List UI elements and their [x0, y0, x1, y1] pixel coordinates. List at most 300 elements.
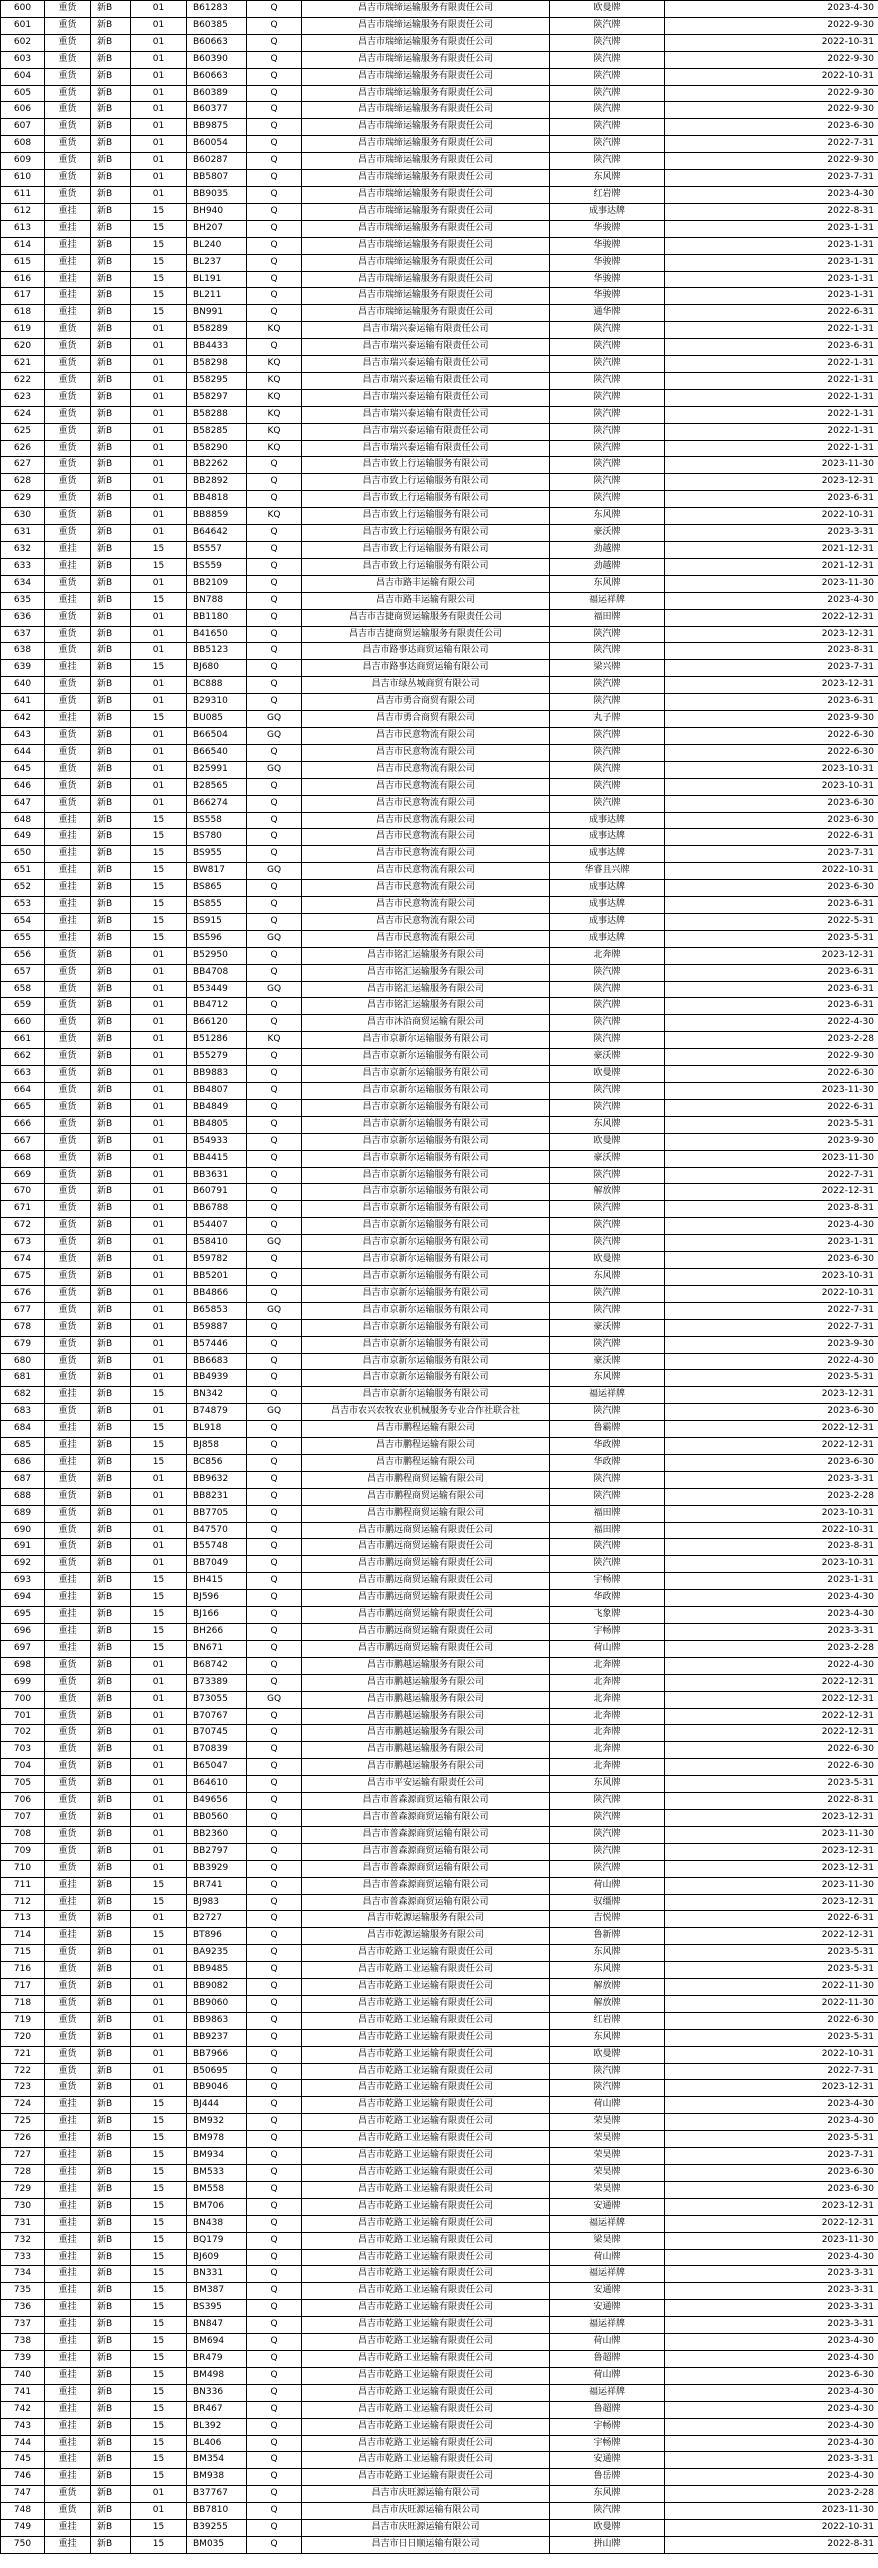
category-code-cell: 01 [131, 1759, 187, 1776]
class-code-cell: Q [247, 1099, 302, 1116]
vehicle-type-cell: 重挂 [45, 1590, 91, 1607]
vehicle-type-cell: 重货 [45, 322, 91, 339]
class-code-cell: Q [247, 2080, 302, 2097]
expiry-date-cell: 2022-7-31 [665, 1319, 878, 1336]
brand-cell: 解放牌 [550, 1979, 665, 1996]
expiry-date-cell: 2023-11-30 [665, 1150, 878, 1167]
row-number-cell: 601 [1, 17, 45, 34]
vehicle-type-cell: 重货 [45, 1032, 91, 1049]
company-name-cell: 昌吉市致上行运输服务有限公司 [302, 508, 550, 525]
brand-cell: 吉悦牌 [550, 1911, 665, 1928]
expiry-date-cell: 2022-8-31 [665, 2536, 878, 2553]
vehicle-type-cell: 重挂 [45, 237, 91, 254]
vehicle-type-cell: 重货 [45, 964, 91, 981]
row-number-cell: 641 [1, 694, 45, 711]
company-name-cell: 昌吉市瑞缔运输服务有限责任公司 [302, 102, 550, 119]
table-row [1, 964, 878, 981]
row-number-cell: 704 [1, 1759, 45, 1776]
class-code-cell: Q [247, 34, 302, 51]
region-code-cell: 新B [91, 1539, 131, 1556]
plate-number-cell: BB4805 [187, 1116, 247, 1133]
row-number-cell: 715 [1, 1945, 45, 1962]
vehicle-type-cell: 重挂 [45, 1928, 91, 1945]
class-code-cell: Q [247, 812, 302, 829]
table-row [1, 1607, 878, 1624]
company-name-cell: 昌吉市乾路工业运输有限责任公司 [302, 2198, 550, 2215]
table-row [1, 1201, 878, 1218]
expiry-date-cell: 2023-1-31 [665, 220, 878, 237]
table-row [1, 1454, 878, 1471]
company-name-cell: 昌吉市普森源商贸运输有限公司 [302, 1809, 550, 1826]
category-code-cell: 01 [131, 85, 187, 102]
plate-number-cell: BB3929 [187, 1860, 247, 1877]
company-name-cell: 昌吉市民意物流有限公司 [302, 812, 550, 829]
row-number-cell: 672 [1, 1218, 45, 1235]
category-code-cell: 01 [131, 2503, 187, 2520]
company-name-cell: 昌吉市庆旺源运输有限公司 [302, 2486, 550, 2503]
expiry-date-cell: 2022-4-30 [665, 1015, 878, 1032]
row-number-cell: 605 [1, 85, 45, 102]
category-code-cell: 01 [131, 1319, 187, 1336]
vehicle-type-cell: 重挂 [45, 254, 91, 271]
brand-cell: 欧曼牌 [550, 1133, 665, 1150]
category-code-cell: 15 [131, 2114, 187, 2131]
row-number-cell: 697 [1, 1640, 45, 1657]
vehicle-type-cell: 重货 [45, 1539, 91, 1556]
expiry-date-cell: 2023-7-31 [665, 2148, 878, 2165]
table-row [1, 1657, 878, 1674]
table-row [1, 2283, 878, 2300]
category-code-cell: 01 [131, 1268, 187, 1285]
company-name-cell: 昌吉市乾路工业运输有限责任公司 [302, 2029, 550, 2046]
brand-cell: 福运祥牌 [550, 2215, 665, 2232]
category-code-cell: 15 [131, 237, 187, 254]
vehicle-type-cell: 重挂 [45, 2367, 91, 2384]
region-code-cell: 新B [91, 1657, 131, 1674]
expiry-date-cell: 2022-7-31 [665, 2063, 878, 2080]
vehicle-type-cell: 重货 [45, 491, 91, 508]
brand-cell: 东风牌 [550, 1370, 665, 1387]
vehicle-type-cell: 重货 [45, 2012, 91, 2029]
plate-number-cell: BB6788 [187, 1201, 247, 1218]
table-row [1, 34, 878, 51]
row-number-cell: 654 [1, 913, 45, 930]
table-row [1, 2249, 878, 2266]
region-code-cell: 新B [91, 1573, 131, 1590]
class-code-cell: Q [247, 1454, 302, 1471]
region-code-cell: 新B [91, 474, 131, 491]
category-code-cell: 15 [131, 880, 187, 897]
category-code-cell: 15 [131, 812, 187, 829]
vehicle-type-cell: 重挂 [45, 2469, 91, 2486]
expiry-date-cell: 2022-10-31 [665, 68, 878, 85]
region-code-cell: 新B [91, 170, 131, 187]
plate-number-cell: BN788 [187, 592, 247, 609]
vehicle-type-cell: 重货 [45, 1319, 91, 1336]
plate-number-cell: BB4939 [187, 1370, 247, 1387]
expiry-date-cell: 2023-5-31 [665, 1776, 878, 1793]
table-row [1, 592, 878, 609]
company-name-cell: 昌吉市瑞缔运输服务有限责任公司 [302, 220, 550, 237]
table-row [1, 271, 878, 288]
plate-number-cell: BJ680 [187, 660, 247, 677]
plate-number-cell: BB4849 [187, 1099, 247, 1116]
vehicle-type-cell: 重货 [45, 1488, 91, 1505]
company-name-cell: 昌吉市民意物流有限公司 [302, 880, 550, 897]
table-row [1, 1116, 878, 1133]
expiry-date-cell: 2023-3-31 [665, 2266, 878, 2283]
plate-number-cell: BJ444 [187, 2097, 247, 2114]
plate-number-cell: BR741 [187, 1877, 247, 1894]
category-code-cell: 01 [131, 964, 187, 981]
region-code-cell: 新B [91, 491, 131, 508]
row-number-cell: 731 [1, 2215, 45, 2232]
row-number-cell: 705 [1, 1776, 45, 1793]
vehicle-type-cell: 重挂 [45, 2435, 91, 2452]
region-code-cell: 新B [91, 254, 131, 271]
class-code-cell: Q [247, 778, 302, 795]
expiry-date-cell: 2023-1-31 [665, 237, 878, 254]
region-code-cell: 新B [91, 1032, 131, 1049]
expiry-date-cell: 2023-2-28 [665, 1032, 878, 1049]
row-number-cell: 670 [1, 1184, 45, 1201]
table-row [1, 119, 878, 136]
row-number-cell: 612 [1, 203, 45, 220]
expiry-date-cell: 2023-1-31 [665, 288, 878, 305]
vehicle-type-cell: 重货 [45, 153, 91, 170]
expiry-date-cell: 2022-6-30 [665, 1742, 878, 1759]
plate-number-cell: BB4712 [187, 998, 247, 1015]
vehicle-type-cell: 重货 [45, 339, 91, 356]
class-code-cell: Q [247, 2232, 302, 2249]
brand-cell: 福田牌 [550, 1505, 665, 1522]
company-name-cell: 昌吉市乾路工业运输有限责任公司 [302, 2232, 550, 2249]
company-name-cell: 昌吉市京新尔运输服务有限公司 [302, 1032, 550, 1049]
table-row [1, 1556, 878, 1573]
company-name-cell: 昌吉市瑞兴泰运输有限责任公司 [302, 440, 550, 457]
expiry-date-cell: 2023-6-31 [665, 964, 878, 981]
class-code-cell: GQ [247, 761, 302, 778]
row-number-cell: 750 [1, 2536, 45, 2553]
company-name-cell: 昌吉市京新尔运输服务有限公司 [302, 1099, 550, 1116]
row-number-cell: 692 [1, 1556, 45, 1573]
table-row [1, 1421, 878, 1438]
table-row [1, 237, 878, 254]
class-code-cell: Q [247, 947, 302, 964]
class-code-cell: Q [247, 1, 302, 18]
class-code-cell: Q [247, 1201, 302, 1218]
region-code-cell: 新B [91, 1962, 131, 1979]
table-row [1, 1235, 878, 1252]
vehicle-type-cell: 重挂 [45, 2520, 91, 2537]
row-number-cell: 719 [1, 2012, 45, 2029]
company-name-cell: 昌吉市致上行运输服务有限公司 [302, 491, 550, 508]
region-code-cell: 新B [91, 947, 131, 964]
category-code-cell: 01 [131, 153, 187, 170]
brand-cell: 北奔牌 [550, 1691, 665, 1708]
class-code-cell: Q [247, 1471, 302, 1488]
company-name-cell: 昌吉市鹏越运输服务有限公司 [302, 1742, 550, 1759]
brand-cell: 北奔牌 [550, 1725, 665, 1742]
expiry-date-cell: 2023-4-30 [665, 1590, 878, 1607]
table-row [1, 2317, 878, 2334]
category-code-cell: 01 [131, 1742, 187, 1759]
plate-number-cell: BB9060 [187, 1995, 247, 2012]
vehicle-type-cell: 重挂 [45, 880, 91, 897]
class-code-cell: Q [247, 694, 302, 711]
vehicle-type-cell: 重挂 [45, 913, 91, 930]
vehicle-type-cell: 重货 [45, 1404, 91, 1421]
brand-cell: 陕汽牌 [550, 2063, 665, 2080]
vehicle-type-cell: 重货 [45, 1674, 91, 1691]
category-code-cell: 15 [131, 271, 187, 288]
table-row [1, 1150, 878, 1167]
expiry-date-cell: 2023-6-31 [665, 897, 878, 914]
vehicle-type-cell: 重挂 [45, 2384, 91, 2401]
row-number-cell: 747 [1, 2486, 45, 2503]
brand-cell: 红岩牌 [550, 2012, 665, 2029]
vehicle-type-cell: 重货 [45, 1826, 91, 1843]
company-name-cell: 昌吉市乾路工业运输有限责任公司 [302, 2317, 550, 2334]
category-code-cell: 01 [131, 102, 187, 119]
brand-cell: 东风牌 [550, 2486, 665, 2503]
expiry-date-cell: 2023-11-30 [665, 2503, 878, 2520]
row-number-cell: 620 [1, 339, 45, 356]
region-code-cell: 新B [91, 2165, 131, 2182]
category-code-cell: 15 [131, 305, 187, 322]
company-name-cell: 昌吉市乾路工业运输有限责任公司 [302, 2469, 550, 2486]
region-code-cell: 新B [91, 271, 131, 288]
region-code-cell: 新B [91, 778, 131, 795]
region-code-cell: 新B [91, 389, 131, 406]
region-code-cell: 新B [91, 1302, 131, 1319]
plate-number-cell: BB4866 [187, 1285, 247, 1302]
table-row [1, 1133, 878, 1150]
brand-cell: 华睿且兴牌 [550, 863, 665, 880]
table-row [1, 2486, 878, 2503]
row-number-cell: 690 [1, 1522, 45, 1539]
expiry-date-cell: 2023-5-31 [665, 930, 878, 947]
region-code-cell: 新B [91, 1404, 131, 1421]
category-code-cell: 15 [131, 203, 187, 220]
class-code-cell: Q [247, 1319, 302, 1336]
class-code-cell: Q [247, 2114, 302, 2131]
company-name-cell: 昌吉市京新尔运输服务有限公司 [302, 1302, 550, 1319]
table-row [1, 1438, 878, 1455]
vehicle-type-cell: 重货 [45, 761, 91, 778]
category-code-cell: 15 [131, 1928, 187, 1945]
region-code-cell: 新B [91, 981, 131, 998]
region-code-cell: 新B [91, 1083, 131, 1100]
table-row [1, 1809, 878, 1826]
company-name-cell: 昌吉市鹏越运输服务有限公司 [302, 1708, 550, 1725]
brand-cell: 安通牌 [550, 2452, 665, 2469]
class-code-cell: Q [247, 2317, 302, 2334]
brand-cell: 陕汽牌 [550, 626, 665, 643]
row-number-cell: 607 [1, 119, 45, 136]
brand-cell: 梁昊牌 [550, 2232, 665, 2249]
table-row [1, 1252, 878, 1269]
vehicle-type-cell: 重货 [45, 1979, 91, 1996]
expiry-date-cell: 2022-12-31 [665, 1725, 878, 1742]
region-code-cell: 新B [91, 508, 131, 525]
region-code-cell: 新B [91, 1150, 131, 1167]
vehicle-type-cell: 重货 [45, 2503, 91, 2520]
row-number-cell: 662 [1, 1049, 45, 1066]
vehicle-type-cell: 重挂 [45, 930, 91, 947]
class-code-cell: Q [247, 271, 302, 288]
brand-cell: 宇畅牌 [550, 2435, 665, 2452]
table-row [1, 795, 878, 812]
plate-number-cell: B73389 [187, 1674, 247, 1691]
region-code-cell: 新B [91, 1252, 131, 1269]
expiry-date-cell: 2023-5-31 [665, 2131, 878, 2148]
row-number-cell: 682 [1, 1387, 45, 1404]
class-code-cell: GQ [247, 1691, 302, 1708]
row-number-cell: 716 [1, 1962, 45, 1979]
expiry-date-cell: 2022-10-31 [665, 2520, 878, 2537]
expiry-date-cell: 2023-12-31 [665, 474, 878, 491]
company-name-cell: 昌吉市京新尔运输服务有限公司 [302, 1133, 550, 1150]
category-code-cell: 01 [131, 525, 187, 542]
category-code-cell: 15 [131, 2131, 187, 2148]
vehicle-type-cell: 重货 [45, 981, 91, 998]
class-code-cell: Q [247, 1640, 302, 1657]
class-code-cell: Q [247, 305, 302, 322]
brand-cell: 安通牌 [550, 2300, 665, 2317]
region-code-cell: 新B [91, 2012, 131, 2029]
company-name-cell: 昌吉市瑞缔运输服务有限责任公司 [302, 271, 550, 288]
row-number-cell: 650 [1, 846, 45, 863]
brand-cell: 陕汽牌 [550, 1404, 665, 1421]
brand-cell: 陕汽牌 [550, 389, 665, 406]
class-code-cell: Q [247, 1268, 302, 1285]
expiry-date-cell: 2023-7-31 [665, 660, 878, 677]
class-code-cell: Q [247, 491, 302, 508]
category-code-cell: 01 [131, 1252, 187, 1269]
region-code-cell: 新B [91, 85, 131, 102]
expiry-date-cell: 2022-10-31 [665, 1522, 878, 1539]
vehicle-type-cell: 重货 [45, 575, 91, 592]
region-code-cell: 新B [91, 1099, 131, 1116]
region-code-cell: 新B [91, 2300, 131, 2317]
category-code-cell: 15 [131, 2452, 187, 2469]
plate-number-cell: B64642 [187, 525, 247, 542]
brand-cell: 福运祥牌 [550, 1387, 665, 1404]
region-code-cell: 新B [91, 2334, 131, 2351]
class-code-cell: KQ [247, 322, 302, 339]
category-code-cell: 15 [131, 2215, 187, 2232]
row-number-cell: 655 [1, 930, 45, 947]
company-name-cell: 昌吉市瑞兴泰运输有限责任公司 [302, 372, 550, 389]
class-code-cell: Q [247, 1505, 302, 1522]
plate-number-cell: B60377 [187, 102, 247, 119]
plate-number-cell: BN671 [187, 1640, 247, 1657]
region-code-cell: 新B [91, 406, 131, 423]
category-code-cell: 01 [131, 1793, 187, 1810]
region-code-cell: 新B [91, 812, 131, 829]
class-code-cell: Q [247, 2148, 302, 2165]
class-code-cell: Q [247, 1167, 302, 1184]
plate-number-cell: BB3631 [187, 1167, 247, 1184]
table-row [1, 508, 878, 525]
class-code-cell: GQ [247, 1404, 302, 1421]
brand-cell: 陕汽牌 [550, 761, 665, 778]
brand-cell: 陕汽牌 [550, 85, 665, 102]
brand-cell: 陕汽牌 [550, 1302, 665, 1319]
table-row [1, 2063, 878, 2080]
expiry-date-cell: 2023-4-30 [665, 1, 878, 18]
row-number-cell: 721 [1, 2046, 45, 2063]
row-number-cell: 608 [1, 136, 45, 153]
company-name-cell: 昌吉市京新尔运输服务有限公司 [302, 1387, 550, 1404]
table-row [1, 981, 878, 998]
category-code-cell: 15 [131, 1590, 187, 1607]
company-name-cell: 昌吉市瑞缔运输服务有限责任公司 [302, 237, 550, 254]
vehicle-type-cell: 重挂 [45, 1894, 91, 1911]
brand-cell: 拼山牌 [550, 2536, 665, 2553]
category-code-cell: 15 [131, 2097, 187, 2114]
category-code-cell: 01 [131, 1066, 187, 1083]
vehicle-type-cell: 重货 [45, 389, 91, 406]
table-row [1, 829, 878, 846]
category-code-cell: 01 [131, 1285, 187, 1302]
category-code-cell: 01 [131, 1404, 187, 1421]
vehicle-type-cell: 重货 [45, 1083, 91, 1100]
class-code-cell: Q [247, 1539, 302, 1556]
class-code-cell: Q [247, 1674, 302, 1691]
brand-cell: 陕汽牌 [550, 491, 665, 508]
vehicle-type-cell: 重货 [45, 1049, 91, 1066]
company-name-cell: 昌吉市民意物流有限公司 [302, 913, 550, 930]
category-code-cell: 01 [131, 508, 187, 525]
table-row [1, 2232, 878, 2249]
company-name-cell: 昌吉市乾路工业运输有限责任公司 [302, 2165, 550, 2182]
expiry-date-cell: 2023-3-31 [665, 1471, 878, 1488]
company-name-cell: 昌吉市瑞兴泰运输有限责任公司 [302, 356, 550, 373]
company-name-cell: 昌吉市鹏越运输服务有限公司 [302, 1691, 550, 1708]
expiry-date-cell: 2023-12-31 [665, 677, 878, 694]
table-row [1, 1167, 878, 1184]
region-code-cell: 新B [91, 1336, 131, 1353]
vehicle-type-cell: 重货 [45, 1776, 91, 1793]
table-row [1, 1843, 878, 1860]
brand-cell: 陕汽牌 [550, 795, 665, 812]
plate-number-cell: BJ609 [187, 2249, 247, 2266]
brand-cell: 荷山牌 [550, 1640, 665, 1657]
region-code-cell: 新B [91, 626, 131, 643]
plate-number-cell: B65853 [187, 1302, 247, 1319]
vehicle-type-cell: 重货 [45, 1235, 91, 1252]
vehicle-type-cell: 重货 [45, 186, 91, 203]
plate-number-cell: BC856 [187, 1454, 247, 1471]
region-code-cell: 新B [91, 525, 131, 542]
plate-number-cell: BH266 [187, 1624, 247, 1641]
region-code-cell: 新B [91, 2249, 131, 2266]
vehicle-type-cell: 重挂 [45, 592, 91, 609]
category-code-cell: 15 [131, 711, 187, 728]
region-code-cell: 新B [91, 761, 131, 778]
vehicle-type-cell: 重货 [45, 1218, 91, 1235]
plate-number-cell: B60663 [187, 68, 247, 85]
table-row [1, 1640, 878, 1657]
vehicle-type-cell: 重挂 [45, 1573, 91, 1590]
plate-number-cell: BB8859 [187, 508, 247, 525]
region-code-cell: 新B [91, 1759, 131, 1776]
category-code-cell: 01 [131, 68, 187, 85]
category-code-cell: 01 [131, 2063, 187, 2080]
region-code-cell: 新B [91, 339, 131, 356]
